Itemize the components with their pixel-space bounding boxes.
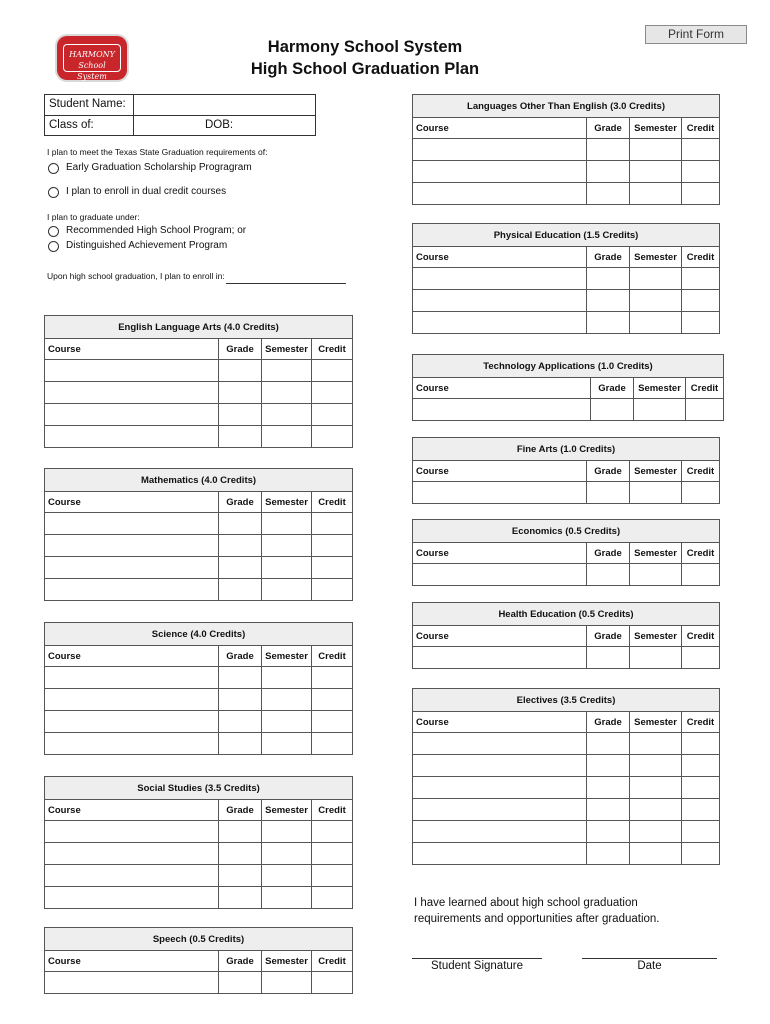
credit-cell[interactable] <box>312 513 352 534</box>
course-cell[interactable] <box>45 426 218 447</box>
credit-cell[interactable] <box>312 535 352 556</box>
grade-cell[interactable] <box>219 579 261 600</box>
student-name-label: Student Name: <box>49 98 126 110</box>
semester-header: Semester <box>630 712 682 733</box>
early-graduation-radio[interactable] <box>48 163 59 174</box>
table-row <box>45 667 353 689</box>
grade-cell[interactable] <box>219 404 261 425</box>
course-header: Course <box>413 247 587 268</box>
semester-cell[interactable] <box>262 689 311 710</box>
semester-cell[interactable] <box>630 290 681 311</box>
credit-cell[interactable] <box>312 667 352 688</box>
semester-cell[interactable] <box>262 426 311 447</box>
class-of-label: Class of: <box>49 119 94 131</box>
course-cell[interactable] <box>413 268 586 289</box>
grade-cell[interactable] <box>587 183 629 204</box>
speech-table <box>44 927 353 994</box>
table-row <box>413 268 720 290</box>
logo-line1: HARMONY <box>69 50 115 59</box>
logo-frame <box>63 44 121 81</box>
semester-cell[interactable] <box>630 564 681 585</box>
credit-cell[interactable] <box>682 733 719 754</box>
semester-header: Semester <box>262 492 312 513</box>
acknowledgement-text <box>414 895 714 927</box>
credit-cell[interactable] <box>682 564 719 585</box>
course-cell[interactable] <box>45 667 218 688</box>
credit-header: Credit <box>312 492 353 513</box>
course-header: Course <box>413 378 591 399</box>
credit-cell[interactable] <box>312 382 352 403</box>
course-cell[interactable] <box>45 404 218 425</box>
semester-cell[interactable] <box>262 382 311 403</box>
languages-title: Languages Other Than English (3.0 Credits) <box>413 95 720 118</box>
grade-cell[interactable] <box>219 821 261 842</box>
course-cell[interactable] <box>413 139 586 160</box>
grade-cell[interactable] <box>219 557 261 578</box>
credit-header: Credit <box>682 543 720 564</box>
tech-title: Technology Applications (1.0 Credits) <box>413 355 724 378</box>
credit-cell[interactable] <box>682 139 719 160</box>
semester-cell[interactable] <box>630 268 681 289</box>
grade-cell[interactable] <box>219 382 261 403</box>
grade-cell[interactable] <box>219 689 261 710</box>
logo-line2: School System <box>77 61 107 81</box>
grade-header: Grade <box>587 461 630 482</box>
course-header: Course <box>413 543 587 564</box>
economics-table <box>412 519 720 586</box>
table-row <box>413 799 720 821</box>
enroll-plan-line[interactable] <box>226 283 346 284</box>
semester-header: Semester <box>262 800 312 821</box>
languages-table <box>412 94 720 205</box>
grade-header: Grade <box>219 951 262 972</box>
course-header: Course <box>413 461 587 482</box>
table-row <box>413 399 724 421</box>
credit-cell[interactable] <box>682 183 719 204</box>
grade-header: Grade <box>587 118 630 139</box>
math-table <box>44 468 353 601</box>
semester-cell[interactable] <box>262 513 311 534</box>
grade-cell[interactable] <box>587 755 629 776</box>
semester-header: Semester <box>630 461 682 482</box>
course-cell[interactable] <box>413 821 586 842</box>
course-header: Course <box>413 626 587 647</box>
semester-header: Semester <box>630 247 682 268</box>
table-row <box>45 360 353 382</box>
credit-cell[interactable] <box>312 404 352 425</box>
science-title: Science (4.0 Credits) <box>45 623 353 646</box>
table-row <box>45 711 353 733</box>
semester-cell[interactable] <box>630 647 681 668</box>
grade-cell[interactable] <box>219 972 261 993</box>
course-cell[interactable] <box>45 360 218 381</box>
course-header: Course <box>413 118 587 139</box>
semester-header: Semester <box>262 951 312 972</box>
semester-cell[interactable] <box>262 535 311 556</box>
table-row <box>45 535 353 557</box>
semester-cell[interactable] <box>262 360 311 381</box>
course-cell[interactable] <box>45 557 218 578</box>
course-cell[interactable] <box>413 183 586 204</box>
table-row <box>413 821 720 843</box>
grade-header: Grade <box>219 800 262 821</box>
grade-cell[interactable] <box>219 843 261 864</box>
course-cell[interactable] <box>413 482 586 503</box>
credit-cell[interactable] <box>682 821 719 842</box>
credit-cell[interactable] <box>312 887 352 908</box>
grade-cell[interactable] <box>219 887 261 908</box>
credit-cell[interactable] <box>312 972 352 993</box>
course-cell[interactable] <box>413 755 586 776</box>
grade-cell[interactable] <box>591 399 633 420</box>
school-logo <box>57 36 127 80</box>
credit-cell[interactable] <box>312 865 352 886</box>
grade-cell[interactable] <box>587 312 629 333</box>
credit-cell[interactable] <box>682 843 719 864</box>
semester-cell[interactable] <box>630 183 681 204</box>
pe-table <box>412 223 720 334</box>
grade-cell[interactable] <box>219 865 261 886</box>
table-row <box>45 733 353 755</box>
early-graduation-label: Early Graduation Scholarship Progragram <box>66 162 252 173</box>
grade-header: Grade <box>219 492 262 513</box>
semester-header: Semester <box>262 646 312 667</box>
table-row <box>413 312 720 334</box>
title-line2: High School Graduation Plan <box>250 60 480 78</box>
course-cell[interactable] <box>45 513 218 534</box>
credit-cell[interactable] <box>682 799 719 820</box>
course-cell[interactable] <box>45 579 218 600</box>
course-cell[interactable] <box>413 799 586 820</box>
grade-cell[interactable] <box>587 161 629 182</box>
date-label: Date <box>637 960 662 972</box>
semester-cell[interactable] <box>630 777 681 798</box>
table-row <box>413 564 720 586</box>
credit-cell[interactable] <box>682 777 719 798</box>
semester-cell[interactable] <box>262 557 311 578</box>
course-cell[interactable] <box>45 887 218 908</box>
semester-cell[interactable] <box>262 865 311 886</box>
speech-title: Speech (0.5 Credits) <box>45 928 353 951</box>
student-name-field[interactable] <box>137 98 311 113</box>
social-studies-title: Social Studies (3.5 Credits) <box>45 777 353 800</box>
grade-cell[interactable] <box>219 513 261 534</box>
credit-cell[interactable] <box>686 399 723 420</box>
credit-cell[interactable] <box>682 482 719 503</box>
table-row <box>413 161 720 183</box>
grade-cell[interactable] <box>587 821 629 842</box>
semester-cell[interactable] <box>262 733 311 754</box>
semester-cell[interactable] <box>630 312 681 333</box>
semester-cell[interactable] <box>634 399 685 420</box>
date-line[interactable] <box>582 958 717 959</box>
table-row <box>413 183 720 205</box>
course-cell[interactable] <box>45 689 218 710</box>
table-row <box>45 513 353 535</box>
math-title: Mathematics (4.0 Credits) <box>45 469 353 492</box>
credit-cell[interactable] <box>312 426 352 447</box>
table-row <box>45 557 353 579</box>
pe-title: Physical Education (1.5 Credits) <box>413 224 720 247</box>
grade-cell[interactable] <box>587 268 629 289</box>
tech-table <box>412 354 724 421</box>
credit-header: Credit <box>682 118 720 139</box>
health-table <box>412 602 720 669</box>
dual-credit-label: I plan to enroll in dual credit courses <box>66 186 227 197</box>
credit-cell[interactable] <box>682 755 719 776</box>
recommended-program-label: Recommended High School Program; or <box>66 225 247 236</box>
credit-cell[interactable] <box>682 647 719 668</box>
course-cell[interactable] <box>45 711 218 732</box>
grade-cell[interactable] <box>219 535 261 556</box>
grade-cell[interactable] <box>587 799 629 820</box>
print-form-button[interactable]: Print Form <box>645 25 747 44</box>
grade-cell[interactable] <box>587 777 629 798</box>
acknowledgement-line2: requirements and opportunities after graduation. <box>414 913 660 925</box>
grade-cell[interactable] <box>219 711 261 732</box>
enroll-plan-label: Upon high school graduation, I plan to enroll in: <box>47 271 225 281</box>
credit-cell[interactable] <box>312 711 352 732</box>
table-row <box>45 887 353 909</box>
course-cell[interactable] <box>45 843 218 864</box>
semester-cell[interactable] <box>262 667 311 688</box>
credit-header: Credit <box>682 712 720 733</box>
table-row <box>45 843 353 865</box>
grade-cell[interactable] <box>219 667 261 688</box>
requirements-intro: I plan to meet the Texas State Graduation requirements of: <box>47 147 268 157</box>
signature-line[interactable] <box>412 958 542 959</box>
table-row <box>413 733 720 755</box>
table-row <box>45 865 353 887</box>
semester-cell[interactable] <box>630 843 681 864</box>
grade-header: Grade <box>219 339 262 360</box>
semester-cell[interactable] <box>262 821 311 842</box>
title-line1: Harmony School System <box>267 38 463 56</box>
table-row <box>413 755 720 777</box>
table-row <box>45 404 353 426</box>
credit-cell[interactable] <box>312 821 352 842</box>
course-header: Course <box>45 951 219 972</box>
course-cell[interactable] <box>413 161 586 182</box>
credit-cell[interactable] <box>312 360 352 381</box>
credit-header: Credit <box>312 339 353 360</box>
grade-cell[interactable] <box>219 426 261 447</box>
credit-cell[interactable] <box>312 733 352 754</box>
table-row <box>45 382 353 404</box>
course-cell[interactable] <box>45 382 218 403</box>
course-cell[interactable] <box>45 972 218 993</box>
course-header: Course <box>45 800 219 821</box>
table-row <box>413 777 720 799</box>
course-cell[interactable] <box>413 312 586 333</box>
course-cell[interactable] <box>45 821 218 842</box>
semester-cell[interactable] <box>630 755 681 776</box>
table-row <box>45 972 353 994</box>
economics-title: Economics (0.5 Credits) <box>413 520 720 543</box>
semester-cell[interactable] <box>630 733 681 754</box>
course-cell[interactable] <box>413 290 586 311</box>
table-row <box>413 647 720 669</box>
course-header: Course <box>45 339 219 360</box>
credit-cell[interactable] <box>312 557 352 578</box>
table-row <box>413 482 720 504</box>
table-row <box>413 139 720 161</box>
course-header: Course <box>45 492 219 513</box>
graduate-under-intro: I plan to graduate under: <box>47 212 140 222</box>
semester-cell[interactable] <box>630 139 681 160</box>
credit-cell[interactable] <box>682 161 719 182</box>
grade-cell[interactable] <box>219 360 261 381</box>
student-info-box <box>44 94 316 136</box>
grade-cell[interactable] <box>587 733 629 754</box>
grade-header: Grade <box>587 712 630 733</box>
course-cell[interactable] <box>45 535 218 556</box>
semester-cell[interactable] <box>630 799 681 820</box>
grade-cell[interactable] <box>219 733 261 754</box>
dual-credit-radio[interactable] <box>48 187 59 198</box>
course-cell[interactable] <box>413 843 586 864</box>
fine-arts-table <box>412 437 720 504</box>
course-cell[interactable] <box>413 777 586 798</box>
course-header: Course <box>413 712 587 733</box>
dob-label: DOB: <box>205 119 234 131</box>
semester-cell[interactable] <box>262 404 311 425</box>
semester-header: Semester <box>262 339 312 360</box>
course-cell[interactable] <box>413 399 590 420</box>
semester-cell[interactable] <box>262 579 311 600</box>
signature-label: Student Signature <box>430 960 524 972</box>
grade-cell[interactable] <box>587 647 629 668</box>
science-table <box>44 622 353 755</box>
semester-cell[interactable] <box>262 972 311 993</box>
table-row <box>413 290 720 312</box>
course-header: Course <box>45 646 219 667</box>
dob-field[interactable] <box>235 119 311 134</box>
grade-cell[interactable] <box>587 139 629 160</box>
credit-header: Credit <box>686 378 724 399</box>
grade-cell[interactable] <box>587 564 629 585</box>
social-studies-table <box>44 776 353 909</box>
semester-cell[interactable] <box>630 482 681 503</box>
credit-header: Credit <box>312 800 353 821</box>
semester-cell[interactable] <box>262 843 311 864</box>
semester-cell[interactable] <box>262 887 311 908</box>
course-cell[interactable] <box>45 865 218 886</box>
english-table <box>44 315 353 448</box>
health-title: Health Education (0.5 Credits) <box>413 603 720 626</box>
semester-header: Semester <box>630 626 682 647</box>
course-cell[interactable] <box>413 647 586 668</box>
semester-header: Semester <box>634 378 686 399</box>
recommended-program-radio[interactable] <box>48 226 59 237</box>
course-cell[interactable] <box>413 733 586 754</box>
fine-arts-title: Fine Arts (1.0 Credits) <box>413 438 720 461</box>
grade-cell[interactable] <box>587 290 629 311</box>
course-cell[interactable] <box>45 733 218 754</box>
grade-header: Grade <box>587 543 630 564</box>
electives-title: Electives (3.5 Credits) <box>413 689 720 712</box>
table-row <box>45 689 353 711</box>
semester-cell[interactable] <box>262 711 311 732</box>
credit-cell[interactable] <box>312 579 352 600</box>
class-of-field[interactable] <box>137 119 193 134</box>
credit-header: Credit <box>682 461 720 482</box>
credit-cell[interactable] <box>312 843 352 864</box>
grade-header: Grade <box>219 646 262 667</box>
credit-header: Credit <box>682 626 720 647</box>
credit-cell[interactable] <box>682 312 719 333</box>
semester-header: Semester <box>630 118 682 139</box>
acknowledgement-line1: I have learned about high school graduation <box>414 897 638 909</box>
grade-cell[interactable] <box>587 843 629 864</box>
credit-cell[interactable] <box>682 290 719 311</box>
grade-header: Grade <box>591 378 634 399</box>
grade-header: Grade <box>587 247 630 268</box>
table-row <box>45 426 353 448</box>
semester-cell[interactable] <box>630 161 681 182</box>
distinguished-program-label: Distinguished Achievement Program <box>66 240 228 251</box>
semester-header: Semester <box>630 543 682 564</box>
credit-header: Credit <box>682 247 720 268</box>
credit-header: Credit <box>312 646 353 667</box>
distinguished-program-radio[interactable] <box>48 241 59 252</box>
grade-header: Grade <box>587 626 630 647</box>
english-title: English Language Arts (4.0 Credits) <box>45 316 353 339</box>
credit-header: Credit <box>312 951 353 972</box>
page-title <box>180 36 550 80</box>
electives-table <box>412 688 720 865</box>
semester-cell[interactable] <box>630 821 681 842</box>
table-row <box>45 579 353 601</box>
credit-cell[interactable] <box>682 268 719 289</box>
credit-cell[interactable] <box>312 689 352 710</box>
grade-cell[interactable] <box>587 482 629 503</box>
table-row <box>413 843 720 865</box>
table-row <box>45 821 353 843</box>
course-cell[interactable] <box>413 564 586 585</box>
